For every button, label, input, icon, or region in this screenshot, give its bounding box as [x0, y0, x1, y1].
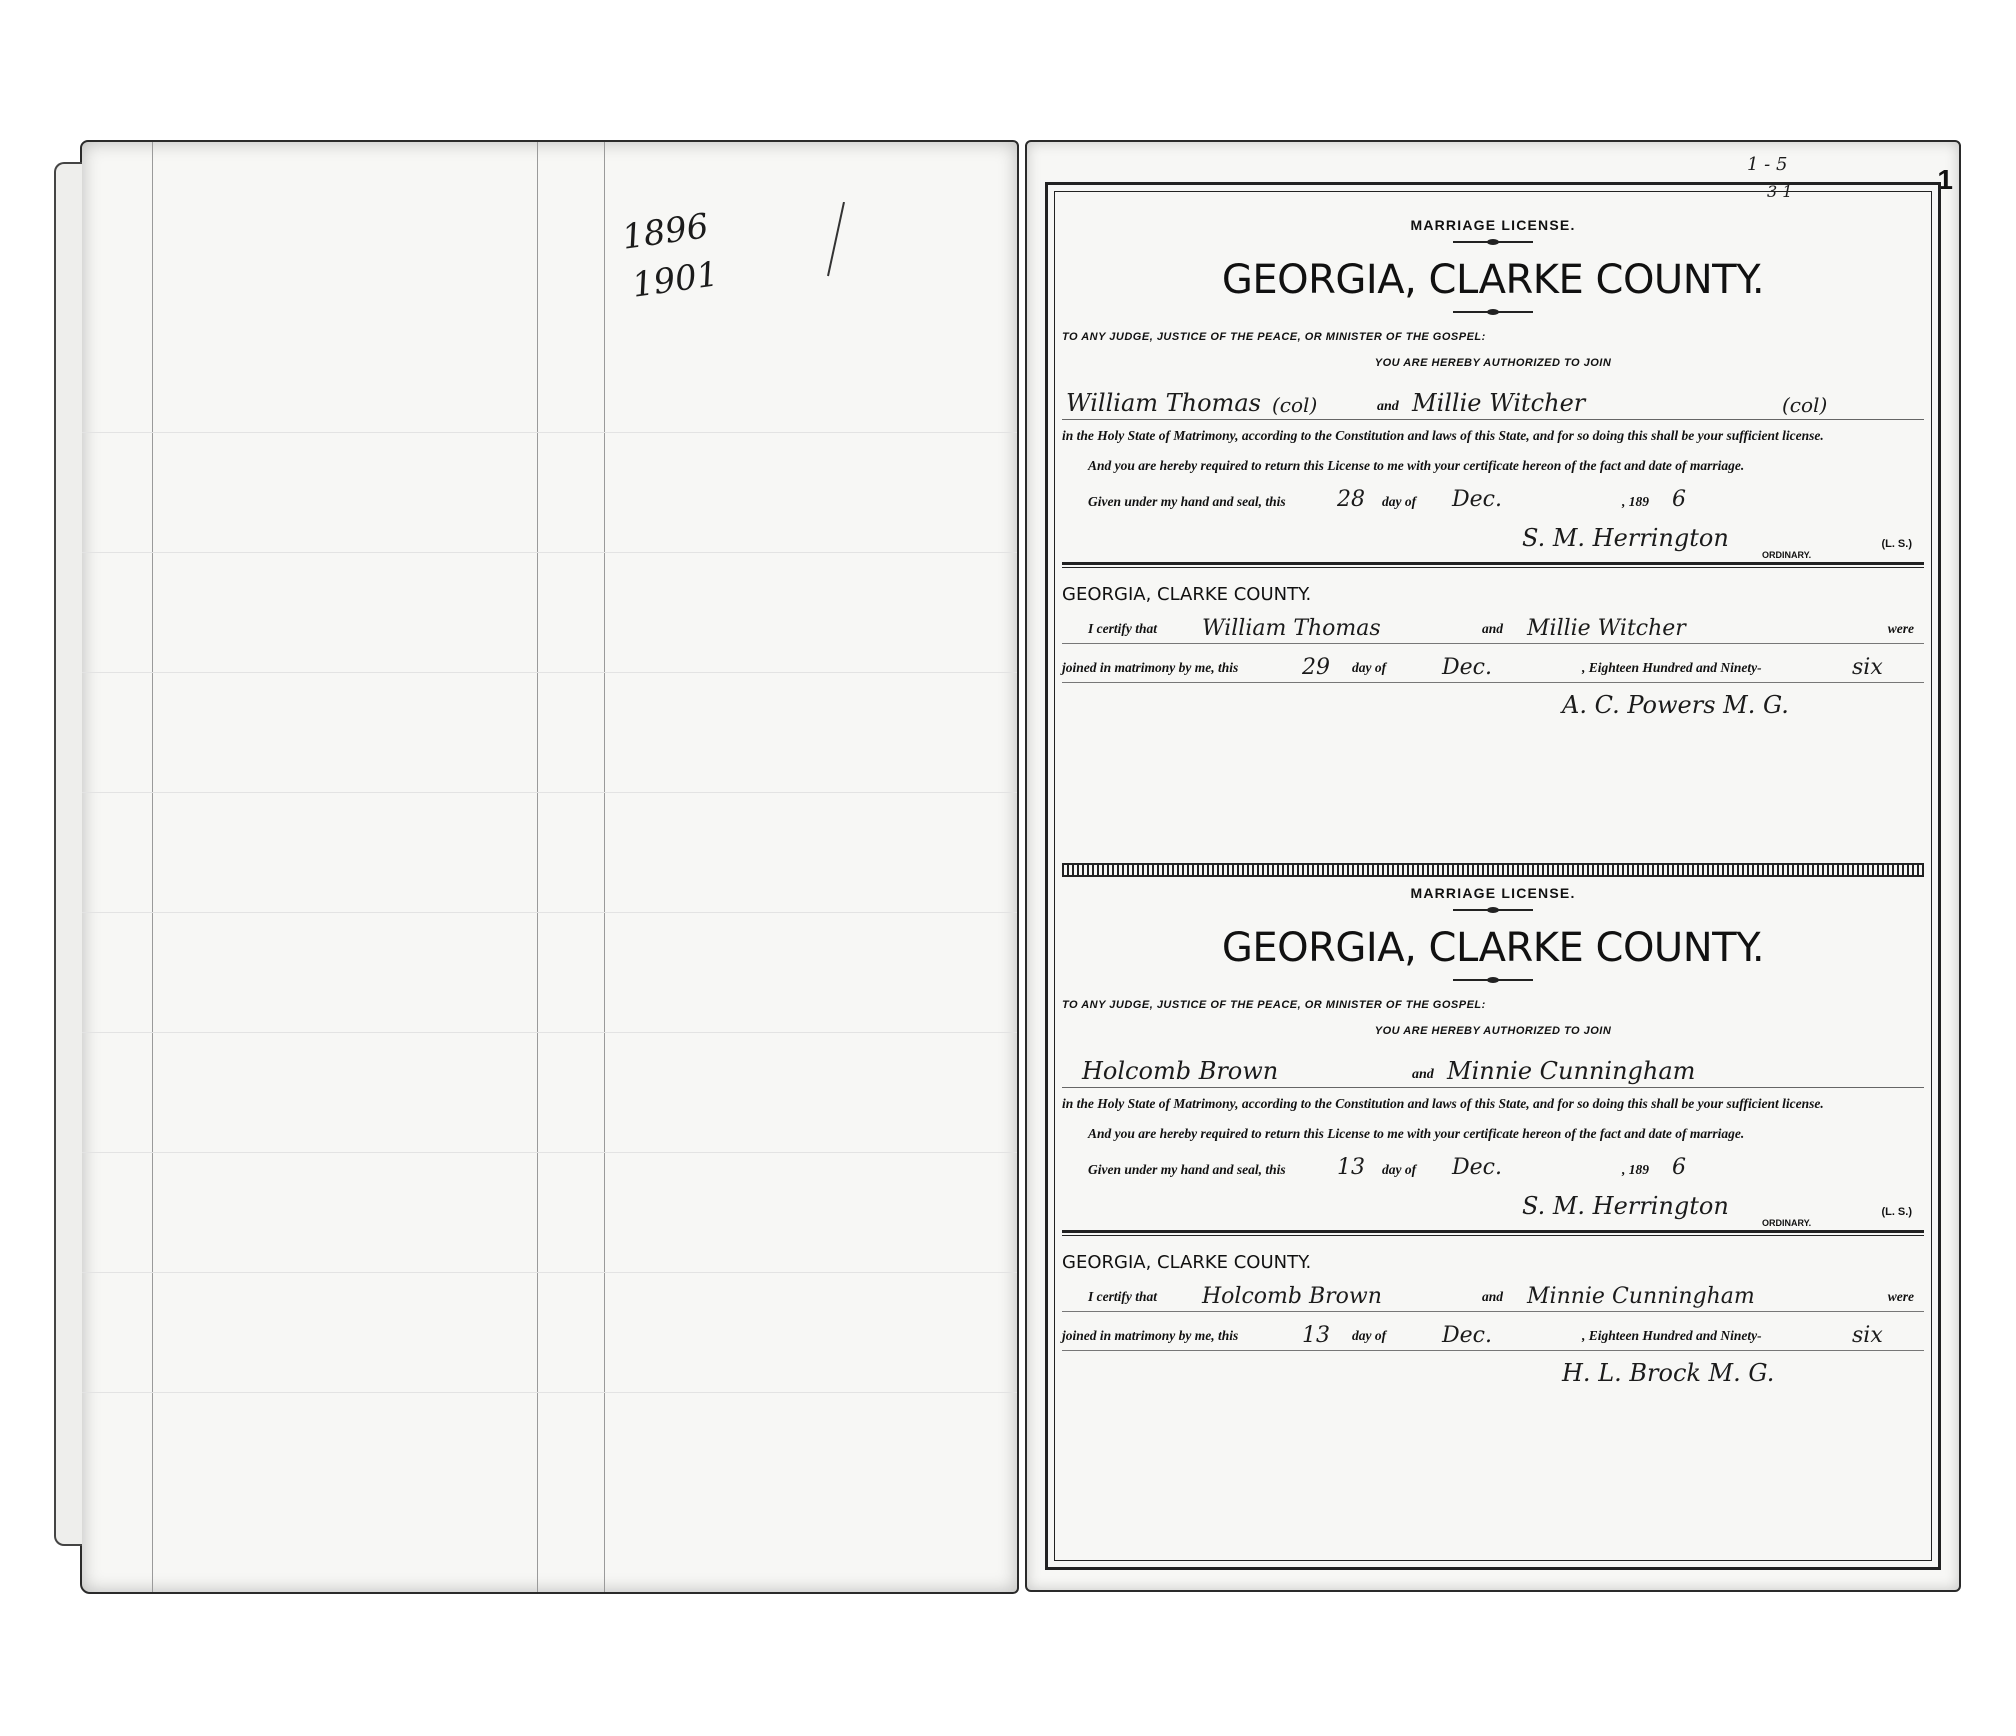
ordinary-label: ORDINARY.	[1762, 1218, 1812, 1228]
license-record-2	[1062, 885, 1924, 1393]
year-prefix: , 189	[1622, 494, 1649, 509]
license-title: MARRIAGE LICENSE.	[1410, 885, 1576, 901]
year-annotation-top: 1896	[619, 206, 711, 258]
page-number: 1	[1937, 164, 1953, 195]
ordinary-signature: S. M. Herrington	[1522, 524, 1729, 552]
joined-month: Dec.	[1442, 655, 1492, 680]
given-month: Dec.	[1452, 487, 1502, 512]
faint-ruled-line	[82, 432, 1017, 433]
given-prefix: Given under my hand and seal, this	[1088, 494, 1286, 509]
authorization-line: YOU ARE HEREBY AUTHORIZED TO JOIN	[1374, 357, 1612, 369]
corner-mark: 3 1	[1767, 182, 1793, 201]
ornament-divider	[1453, 311, 1533, 313]
ruled-column-line	[152, 142, 153, 1592]
given-prefix: Given under my hand and seal, this	[1088, 1162, 1286, 1177]
page-edge	[54, 162, 82, 1546]
addressee-line: TO ANY JUDGE, JUSTICE OF THE PEACE, OR MINISTER OF THE GOSPEL:	[1062, 999, 1486, 1011]
faint-ruled-line	[82, 672, 1017, 673]
ordinary-signature-line	[1062, 514, 1924, 560]
faint-ruled-line	[82, 792, 1017, 793]
bride-note: (col)	[1782, 393, 1828, 417]
bride-name: Millie Witcher	[1412, 389, 1586, 417]
ornament-divider	[1453, 241, 1533, 243]
groom-name: William Thomas	[1066, 389, 1261, 417]
record-separator	[1062, 863, 1924, 877]
officiant-line	[1062, 683, 1924, 725]
certify-line	[1062, 1273, 1924, 1312]
couple-names-line	[1062, 1047, 1924, 1088]
left-page	[80, 140, 1019, 1594]
addressee-line: TO ANY JUDGE, JUSTICE OF THE PEACE, OR MINISTER OF THE GOSPEL:	[1062, 331, 1486, 343]
ruled-column-line	[604, 142, 605, 1592]
license-record-1	[1062, 217, 1924, 725]
license-title: MARRIAGE LICENSE.	[1410, 217, 1576, 233]
couple-names-line	[1062, 379, 1924, 420]
joined-month: Dec.	[1442, 1323, 1492, 1348]
ornament-divider	[1453, 909, 1533, 911]
ninety-word: six	[1852, 655, 1883, 680]
faint-ruled-line	[82, 912, 1017, 913]
officiant-signature: H. L. Brock M. G.	[1562, 1359, 1775, 1387]
seal-label: (L. S.)	[1881, 538, 1912, 550]
and-word: and	[1377, 399, 1399, 414]
given-line	[1062, 1148, 1924, 1182]
ordinary-signature: S. M. Herrington	[1522, 1192, 1729, 1220]
faint-ruled-line	[82, 552, 1017, 553]
faint-ruled-line	[82, 1272, 1017, 1273]
given-line	[1062, 480, 1924, 514]
officiant-line	[1062, 1351, 1924, 1393]
certificate-heading: GEORGIA, CLARKE COUNTY.	[1062, 1252, 1312, 1273]
license-frame	[1045, 182, 1941, 1570]
joined-line	[1062, 1312, 1924, 1351]
certified-groom: William Thomas	[1202, 616, 1381, 641]
ninety-word: six	[1852, 1323, 1883, 1348]
eighteen-hundred: , Eighteen Hundred and Ninety-	[1582, 660, 1762, 675]
ornament-divider	[1453, 979, 1533, 981]
bride-name: Minnie Cunningham	[1447, 1057, 1696, 1085]
county-heading: GEORGIA, CLARKE COUNTY.	[1221, 925, 1765, 971]
year-suffix: 6	[1672, 1155, 1686, 1180]
right-page	[1025, 140, 1961, 1592]
ordinary-label: ORDINARY.	[1762, 550, 1812, 560]
officiant-signature: A. C. Powers M. G.	[1562, 691, 1789, 719]
year-annotation-bottom: 1901	[629, 254, 721, 306]
joined-day-of: day of	[1352, 660, 1387, 675]
joined-line	[1062, 644, 1924, 683]
joined-day: 29	[1302, 655, 1330, 680]
pencil-stroke	[822, 202, 852, 282]
holy-state-text: in the Holy State of Matrimony, according to the Constitution and laws of this State, and for so doing this shall be your sufficient license.	[1062, 428, 1824, 443]
and-word: and	[1412, 1067, 1434, 1082]
certify-line	[1062, 605, 1924, 644]
return-requirement-text: And you are hereby required to return this License to me with your certificate hereon of the fact and date of marriage.	[1088, 1126, 1745, 1141]
eighteen-hundred: , Eighteen Hundred and Ninety-	[1582, 1328, 1762, 1343]
ruled-column-line	[537, 142, 538, 1592]
faint-ruled-line	[82, 1392, 1017, 1393]
section-rule	[1062, 562, 1924, 568]
certify-and: and	[1482, 1289, 1504, 1304]
certify-prefix: I certify that	[1088, 621, 1157, 636]
year-suffix: 6	[1672, 487, 1686, 512]
authorization-line: YOU ARE HEREBY AUTHORIZED TO JOIN	[1374, 1025, 1612, 1037]
faint-ruled-line	[82, 1152, 1017, 1153]
given-day: 13	[1337, 1155, 1365, 1180]
were-word: were	[1887, 1289, 1914, 1304]
certified-groom: Holcomb Brown	[1202, 1284, 1382, 1309]
given-month: Dec.	[1452, 1155, 1502, 1180]
certified-bride: Minnie Cunningham	[1527, 1284, 1755, 1309]
corner-mark: 1 - 5	[1747, 154, 1788, 175]
faint-ruled-line	[82, 1032, 1017, 1033]
joined-day-of: day of	[1352, 1328, 1387, 1343]
groom-note: (col)	[1272, 393, 1318, 417]
joined-prefix: joined in matrimony by me, this	[1062, 1328, 1239, 1343]
return-requirement-text: And you are hereby required to return this License to me with your certificate hereon of the fact and date of marriage.	[1088, 458, 1745, 473]
seal-label: (L. S.)	[1881, 1206, 1912, 1218]
certified-bride: Millie Witcher	[1527, 616, 1686, 641]
joined-day: 13	[1302, 1323, 1330, 1348]
certify-prefix: I certify that	[1088, 1289, 1157, 1304]
groom-name: Holcomb Brown	[1082, 1057, 1279, 1085]
county-heading: GEORGIA, CLARKE COUNTY.	[1221, 257, 1765, 303]
section-rule	[1062, 1230, 1924, 1236]
day-of-label: day of	[1382, 494, 1417, 509]
certificate-heading: GEORGIA, CLARKE COUNTY.	[1062, 584, 1312, 605]
certify-and: and	[1482, 621, 1504, 636]
day-of-label: day of	[1382, 1162, 1417, 1177]
year-prefix: , 189	[1622, 1162, 1649, 1177]
holy-state-text: in the Holy State of Matrimony, according to the Constitution and laws of this State, and for so doing this shall be your sufficient license.	[1062, 1096, 1824, 1111]
given-day: 28	[1337, 487, 1365, 512]
joined-prefix: joined in matrimony by me, this	[1062, 660, 1239, 675]
were-word: were	[1887, 621, 1914, 636]
ordinary-signature-line	[1062, 1182, 1924, 1228]
